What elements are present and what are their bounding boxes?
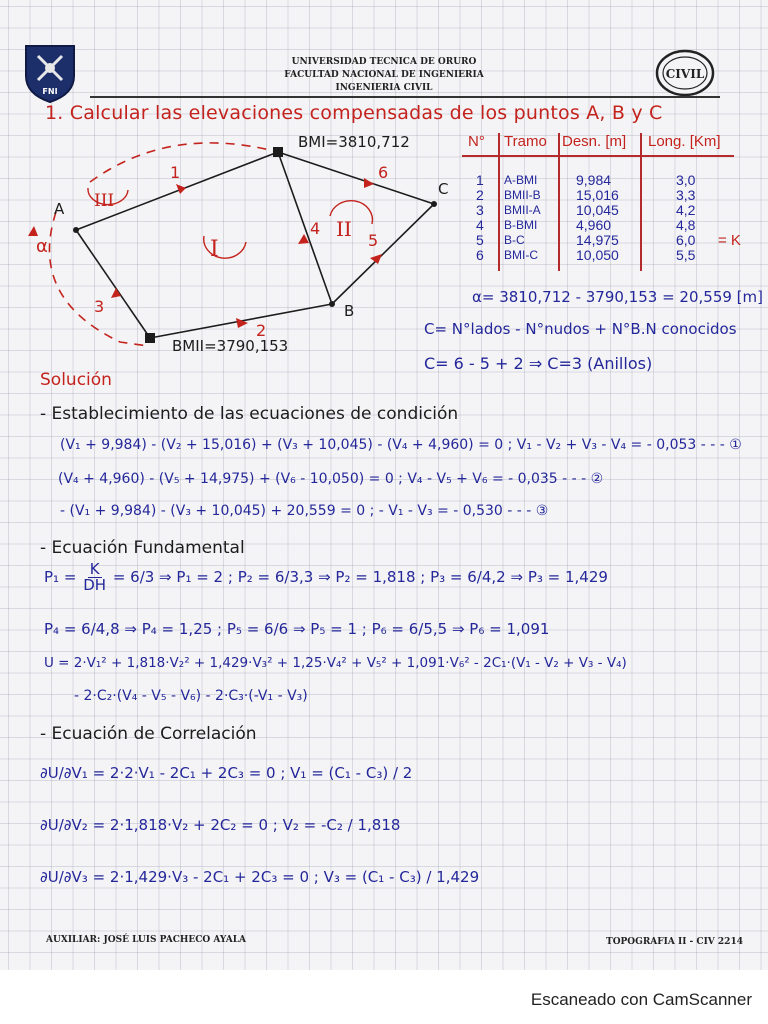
table-header-n: N° [468, 133, 485, 150]
section-fundamental-equation: - Ecuación Fundamental [40, 538, 245, 558]
footer-course: TOPOGRAFIA II - CIV 2214 [606, 937, 743, 947]
u-function-line-1: U = 2·V₁² + 1,818·V₂² + 1,429·V₃² + 1,25·V₄² + V₅² + 1,091·V₆² - 2C₁·(V₁ - V₂ + V₃ - V₄) [44, 655, 627, 671]
row-1-long: 3,0 [676, 172, 696, 188]
fni-shield-logo [22, 42, 78, 104]
segment-5-arrow [370, 254, 382, 264]
point-c-marker [431, 201, 437, 207]
civil-logo-text: CIVIL [665, 67, 705, 81]
segment-6-label: 6 [378, 163, 389, 182]
table-col-rule-1 [498, 133, 500, 271]
segment-2-label: 2 [256, 321, 267, 340]
row-1-desn: 9,984 [576, 172, 612, 188]
table-col-rule-2 [558, 133, 560, 271]
institution-header [180, 56, 588, 95]
loop-iii-label: III [94, 191, 115, 211]
section-condition-equations: - Establecimiento de las ecuaciones de condición [40, 404, 459, 424]
row-6-desn: 10,050 [576, 247, 619, 263]
weights-line-1-rest: = 6/3 ⇒ P₁ = 2 ; P₂ = 6/3,3 ⇒ P₂ = 1,818 ; P₃ = 6/4,2 ⇒ P₃ = 1,429 [112, 568, 608, 586]
table-col-rule-3 [640, 133, 642, 271]
row-1-n: 1 [476, 172, 484, 188]
header-rule [90, 96, 720, 98]
table-col-tramo [504, 173, 541, 263]
segment-1-label: 1 [170, 163, 181, 182]
correlation-eq-1: ∂U/∂V₁ = 2·2·V₁ - 2C₁ + 2C₃ = 0 ; V₁ = (C₁ - C₃) / 2 [40, 764, 413, 782]
loop-ii-label: II [336, 217, 352, 241]
correlation-eq-2: ∂U/∂V₂ = 2·1,818·V₂ + 2C₂ = 0 ; V₂ = -C₂ / 1,818 [40, 816, 401, 834]
row-4-long: 4,8 [676, 217, 696, 233]
alpha-arrow [28, 226, 38, 236]
k-label: = K [718, 232, 741, 249]
leveling-network-diagram [20, 130, 460, 360]
row-3-n: 3 [476, 202, 484, 218]
point-b-label: B [344, 302, 355, 320]
segment-3-line [76, 230, 150, 338]
fraction-k: K [89, 560, 100, 578]
weights-line-2: P₄ = 6/4,8 ⇒ P₄ = 1,25 ; P₅ = 6/6 ⇒ P₅ = 1 ; P₆ = 6/5,5 ⇒ P₆ = 1,091 [44, 620, 550, 638]
k-over-dh-fraction [83, 562, 106, 593]
segment-6-line [278, 152, 434, 204]
university-name: UNIVERSIDAD TECNICA DE ORURO [291, 57, 477, 67]
bmi-marker [273, 147, 283, 157]
department-name: INGENIERIA CIVIL [335, 83, 433, 93]
table-header-tramo: Tramo [504, 133, 547, 150]
segment-3-label: 3 [94, 297, 105, 316]
segment-1-arrow [176, 184, 186, 194]
row-2-long: 3,3 [676, 187, 696, 203]
section-correlation-equation: - Ecuación de Correlación [40, 724, 257, 744]
fni-logo-text: FNI [42, 87, 58, 96]
fraction-dh: DH [83, 576, 107, 594]
alpha-symbol: α [36, 236, 48, 257]
table-col-n [476, 173, 484, 263]
alpha-equation: α= 3810,712 - 3790,153 = 20,559 [m] [472, 288, 763, 306]
c-calculation: C= 6 - 5 + 2 ⇒ C=3 (Anillos) [424, 354, 653, 373]
row-6-long: 5,5 [676, 247, 696, 263]
row-6-tramo: BMI-C [504, 248, 538, 262]
solution-label: Solución [40, 370, 112, 390]
row-2-tramo: BMII-B [504, 188, 541, 202]
row-5-tramo: B-C [504, 233, 525, 247]
condition-eq-1: (V₁ + 9,984) - (V₂ + 15,016) + (V₃ + 10,045) - (V₄ + 4,960) = 0 ; V₁ - V₂ + V₃ - V₄ = - 0,053 - - - ① [60, 437, 742, 453]
row-5-long: 6,0 [676, 232, 696, 248]
loop-i-label: I [210, 237, 219, 262]
row-3-long: 4,2 [676, 202, 696, 218]
bmii-marker [145, 333, 155, 343]
segment-5-label: 5 [368, 231, 379, 250]
segment-4-label: 4 [310, 219, 321, 238]
row-2-desn: 15,016 [576, 187, 619, 203]
faculty-name: FACULTAD NACIONAL DE INGENIERIA [284, 70, 484, 80]
footer-author: AUXILIAR: JOSÉ LUIS PACHECO AYALA [46, 935, 247, 945]
row-3-desn: 10,045 [576, 202, 619, 218]
row-4-desn: 4,960 [576, 217, 612, 233]
table-header-long: Long. [Km] [648, 133, 721, 150]
u-function-line-2: - 2·C₂·(V₄ - V₅ - V₆) - 2·C₃·(-V₁ - V₃) [74, 688, 308, 704]
loop-dashed-left [49, 212, 148, 346]
row-1-tramo: A-BMI [504, 173, 538, 187]
row-2-n: 2 [476, 187, 484, 203]
bm1-elevation: BMI=3810,712 [298, 133, 410, 151]
condition-eq-2: (V₄ + 4,960) - (V₅ + 14,975) + (V₆ - 10,050) = 0 ; V₄ - V₅ + V₆ = - 0,035 - - - ② [58, 471, 604, 487]
point-a-marker [73, 227, 79, 233]
point-b-marker [329, 301, 335, 307]
p1-lhs: P₁ = [44, 568, 77, 586]
row-5-n: 5 [476, 232, 484, 248]
correlation-eq-3: ∂U/∂V₃ = 2·1,429·V₃ - 2C₁ + 2C₃ = 0 ; V₃ = (C₁ - C₃) / 1,429 [40, 868, 480, 886]
table-header-desn: Desn. [m] [562, 133, 627, 150]
civil-logo [654, 48, 716, 98]
row-5-desn: 14,975 [576, 232, 619, 248]
segment-4-line [278, 152, 332, 304]
row-4-tramo: B-BMI [504, 218, 538, 232]
weights-line-1 [44, 562, 608, 593]
c-formula: C= N°lados - N°nudos + N°B.N conocidos [424, 320, 737, 338]
table-col-desn [576, 173, 619, 263]
row-6-n: 6 [476, 247, 484, 263]
table-header-rule [462, 155, 734, 157]
camscanner-caption: Escaneado con CamScanner [530, 990, 752, 1009]
point-a-label: A [54, 200, 65, 218]
problem-title: 1. Calcular las elevaciones compensadas de los puntos A, B y C [45, 102, 663, 124]
table-col-long [676, 173, 695, 263]
row-3-tramo: BMII-A [504, 203, 541, 217]
row-4-n: 4 [476, 217, 484, 233]
point-c-label: C [438, 180, 449, 198]
bm2-elevation: BMII=3790,153 [172, 337, 289, 355]
condition-eq-3: - (V₁ + 9,984) - (V₃ + 10,045) + 20,559 = 0 ; - V₁ - V₃ = - 0,530 - - - ③ [60, 503, 549, 519]
